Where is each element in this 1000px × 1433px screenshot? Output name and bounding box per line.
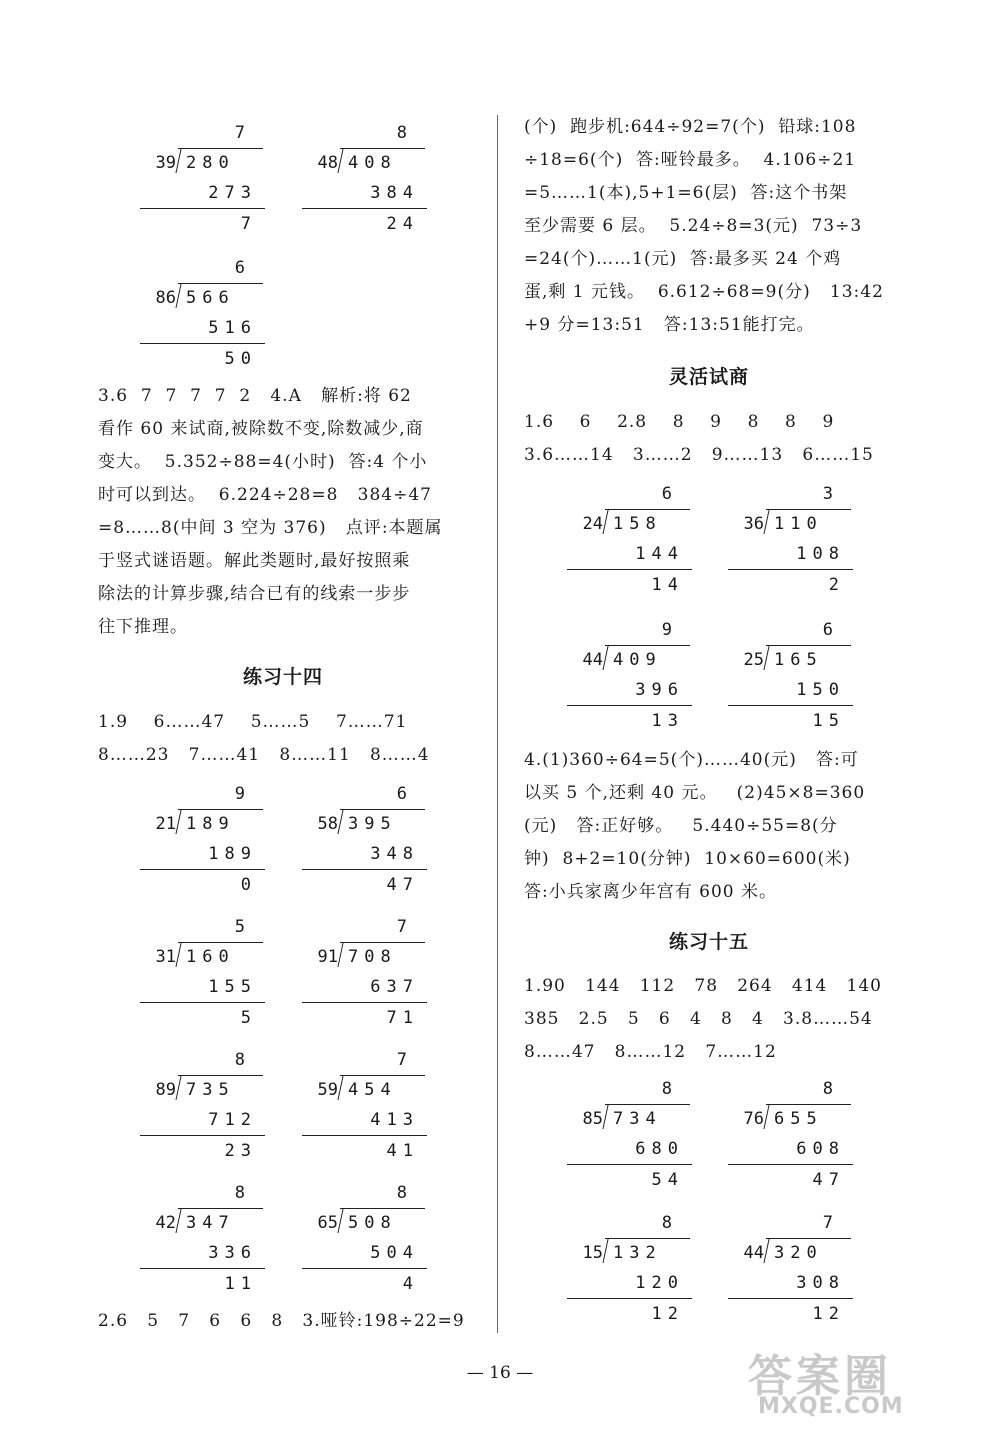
long-division: 7 91 708 637 71 [302,917,427,1027]
section-title-15: 练习十五 [668,931,749,953]
answer-line: 3.6……14 3……2 9……13 6……15 [524,445,874,465]
long-division: 6 24 158 144 14 [567,484,692,594]
answer-line: 变大。 5.352÷88=4(小时) 答:4 个小 [98,452,428,472]
answer-line: ÷18=6(个) 答:哑铃最多。 4.106÷21 [524,150,857,170]
section-title-14: 练习十四 [242,666,323,688]
long-division: 6 58 395 348 47 [302,784,427,894]
answer-line: 3.6 7 7 7 7 2 4.A 解析:将 62 [98,386,412,406]
long-division: 9 21 189 189 0 [140,784,265,894]
answer-line: 1.6 6 2.8 8 9 8 8 9 [524,412,835,432]
watermark-logo [748,1340,993,1425]
page-number: — 16 — [466,1363,534,1383]
answer-line: 以买 5 个,还剩 40 元。 (2)45×8=360 [524,783,866,803]
answer-line: 蛋,剩 1 元钱。 6.612÷68=9(分) 13:42 [524,282,884,302]
long-division: 9 44 409 396 13 [567,620,692,730]
long-division: 7 44 320 308 12 [728,1213,853,1323]
answer-line: 1.90 144 112 78 264 414 140 [524,976,882,996]
answer-line: 2.6 5 7 6 6 8 3.哑铃:198÷22=9 [98,1311,465,1331]
answer-line: 于竖式谜语题。解此类题时,最好按照乘 [98,551,411,571]
answer-line: 看作 60 来试商,被除数不变,除数减少,商 [98,419,424,439]
watermark-text: 答案圈 [748,1351,892,1402]
answer-line: 4.(1)360÷64=5(个)……40(元) 答:可 [524,750,859,770]
section-title-flexible: 灵活试商 [668,366,749,388]
long-division: 8 76 655 608 47 [728,1079,853,1189]
watermark-url: MXQE.COM [758,1394,904,1419]
long-division: 8 89 735 712 23 [140,1050,265,1160]
answer-line: 钟) 8+2=10(分钟) 10×60=600(米) [524,849,851,869]
long-division: 7 59 454 413 41 [302,1050,427,1160]
long-division: 8 42 347 336 11 [140,1183,265,1293]
long-division: 6 25 165 150 15 [728,620,853,730]
answer-line: 385 2.5 5 6 4 8 4 3.8……54 [524,1009,873,1029]
answer-line: 往下推理。 [98,617,188,637]
answer-line: +9 分=13:51 答:13:51能打完。 [524,315,815,335]
answer-line: 8……47 8……12 7……12 [524,1042,777,1062]
long-division: 7 39 280 273 7 [140,123,265,233]
long-division: 8 85 734 680 54 [567,1079,692,1189]
answer-line: =5……1(本),5+1=6(层) 答:这个书架 [524,183,848,203]
answer-line: (元) 答:正好够。 5.440÷55=8(分 [524,816,838,836]
long-division: 8 65 508 504 4 [302,1183,427,1293]
answer-line: 除法的计算步骤,结合已有的线索一步步 [98,584,411,604]
long-division: 6 86 566 516 50 [140,258,265,368]
answer-line: =24(个)……1(元) 答:最多买 24 个鸡 [524,249,842,269]
long-division: 8 48 408 384 24 [302,123,427,233]
answer-line: (个) 跑步机:644÷92=7(个) 铅球:108 [524,117,857,137]
long-division: 5 31 160 155 5 [140,917,265,1027]
long-division: 8 15 132 120 12 [567,1213,692,1323]
answer-line: 时可以到达。 6.224÷28=8 384÷47 [98,485,432,505]
long-division: 3 36 110 108 2 [728,484,853,594]
answer-line: 答:小兵家离少年宫有 600 米。 [524,882,777,902]
answer-line: 8……23 7……41 8……11 8……4 [98,745,430,765]
column-divider [497,115,498,1333]
answer-line: 至少需要 6 层。 5.24÷8=3(元) 73÷3 [524,216,863,236]
answer-line: =8……8(中间 3 空为 376) 点评:本题属 [98,518,443,538]
answer-line: 1.9 6……47 5……5 7……71 [98,712,408,732]
